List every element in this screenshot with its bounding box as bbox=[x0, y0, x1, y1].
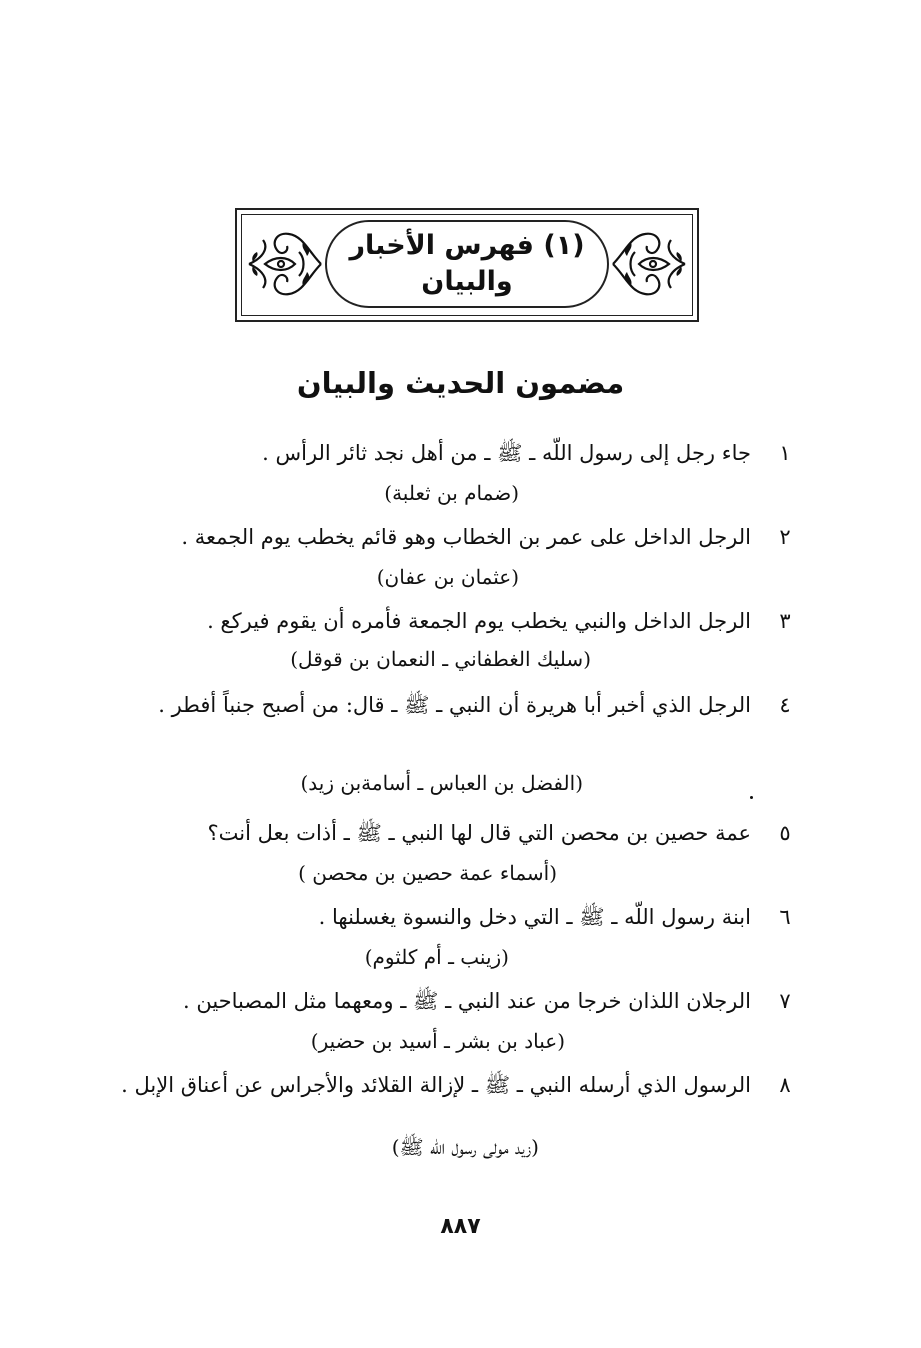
page-number: ٨٨٧ bbox=[440, 1214, 481, 1239]
floral-ornament-left-icon bbox=[243, 222, 323, 306]
title-cartouche bbox=[325, 220, 609, 308]
index-title: (١) فهرس الأخبار bbox=[349, 230, 585, 261]
entry-names: (ضمام بن ثعلبة) bbox=[384, 481, 519, 505]
entry-text: الرجل الذي أخبر أبا هريرة أن النبي ـ ﷺ ـ قال: من أصبح جنباً أفطر . bbox=[158, 693, 751, 717]
entry-names: (أسماء عمة حصين بن محصن ) bbox=[298, 861, 557, 885]
print-speck bbox=[750, 796, 753, 799]
entry-number: ٥ bbox=[779, 821, 791, 845]
entry-text: الرسول الذي أرسله النبي ـ ﷺ ـ لإزالة القلائد والأجراس عن أعناق الإبل . bbox=[121, 1073, 751, 1097]
entry-text: جاء رجل إلى رسول اللّه ـ ﷺ ـ من أهل نجد ثائر الرأس . bbox=[262, 441, 751, 465]
index-subtitle: والبيان bbox=[421, 266, 513, 297]
entry-names: (عثمان بن عفان) bbox=[376, 565, 519, 589]
index-title-frame bbox=[235, 208, 699, 322]
entry-text: الرجل الداخل على عمر بن الخطاب وهو قائم يخطب يوم الجمعة . bbox=[181, 525, 751, 549]
entry-text: الرجل الداخل والنبي يخطب يوم الجمعة فأمره أن يقوم فيركع . bbox=[207, 609, 751, 633]
entry-number: ٣ bbox=[779, 609, 791, 633]
entry-names: (زينب ـ أم كلثوم) bbox=[364, 945, 509, 969]
entry-names: (عباد بن بشر ـ أسيد بن حضير) bbox=[310, 1029, 565, 1053]
entry-number: ١ bbox=[779, 441, 791, 465]
floral-ornament-right-icon bbox=[611, 222, 691, 306]
entry-text: الرجلان اللذان خرجا من عند النبي ـ ﷺ ـ ومعهما مثل المصباحين . bbox=[182, 989, 751, 1013]
entry-names: (سليك الغطفاني ـ النعمان بن قوقل) bbox=[290, 647, 591, 671]
entry-text: عمة حصين بن محصن التي قال لها النبي ـ ﷺ ـ أذات بعل أنت؟ bbox=[207, 821, 751, 845]
section-heading: مضمون الحديث والبيان bbox=[296, 366, 625, 400]
entry-names: (الفضل بن العباس ـ أسامةبن زيد) bbox=[300, 771, 583, 795]
entry-number: ٤ bbox=[779, 693, 791, 717]
entry-text: ابنة رسول اللّه ـ ﷺ ـ التي دخل والنسوة يغسلنها . bbox=[318, 905, 751, 929]
entry-number: ٧ bbox=[779, 989, 791, 1013]
entry-names: (زيد مولى رسول اللّه ﷺ) bbox=[391, 1135, 539, 1159]
entry-number: ٨ bbox=[779, 1073, 791, 1097]
entry-number: ٢ bbox=[779, 525, 791, 549]
entry-number: ٦ bbox=[779, 905, 791, 929]
